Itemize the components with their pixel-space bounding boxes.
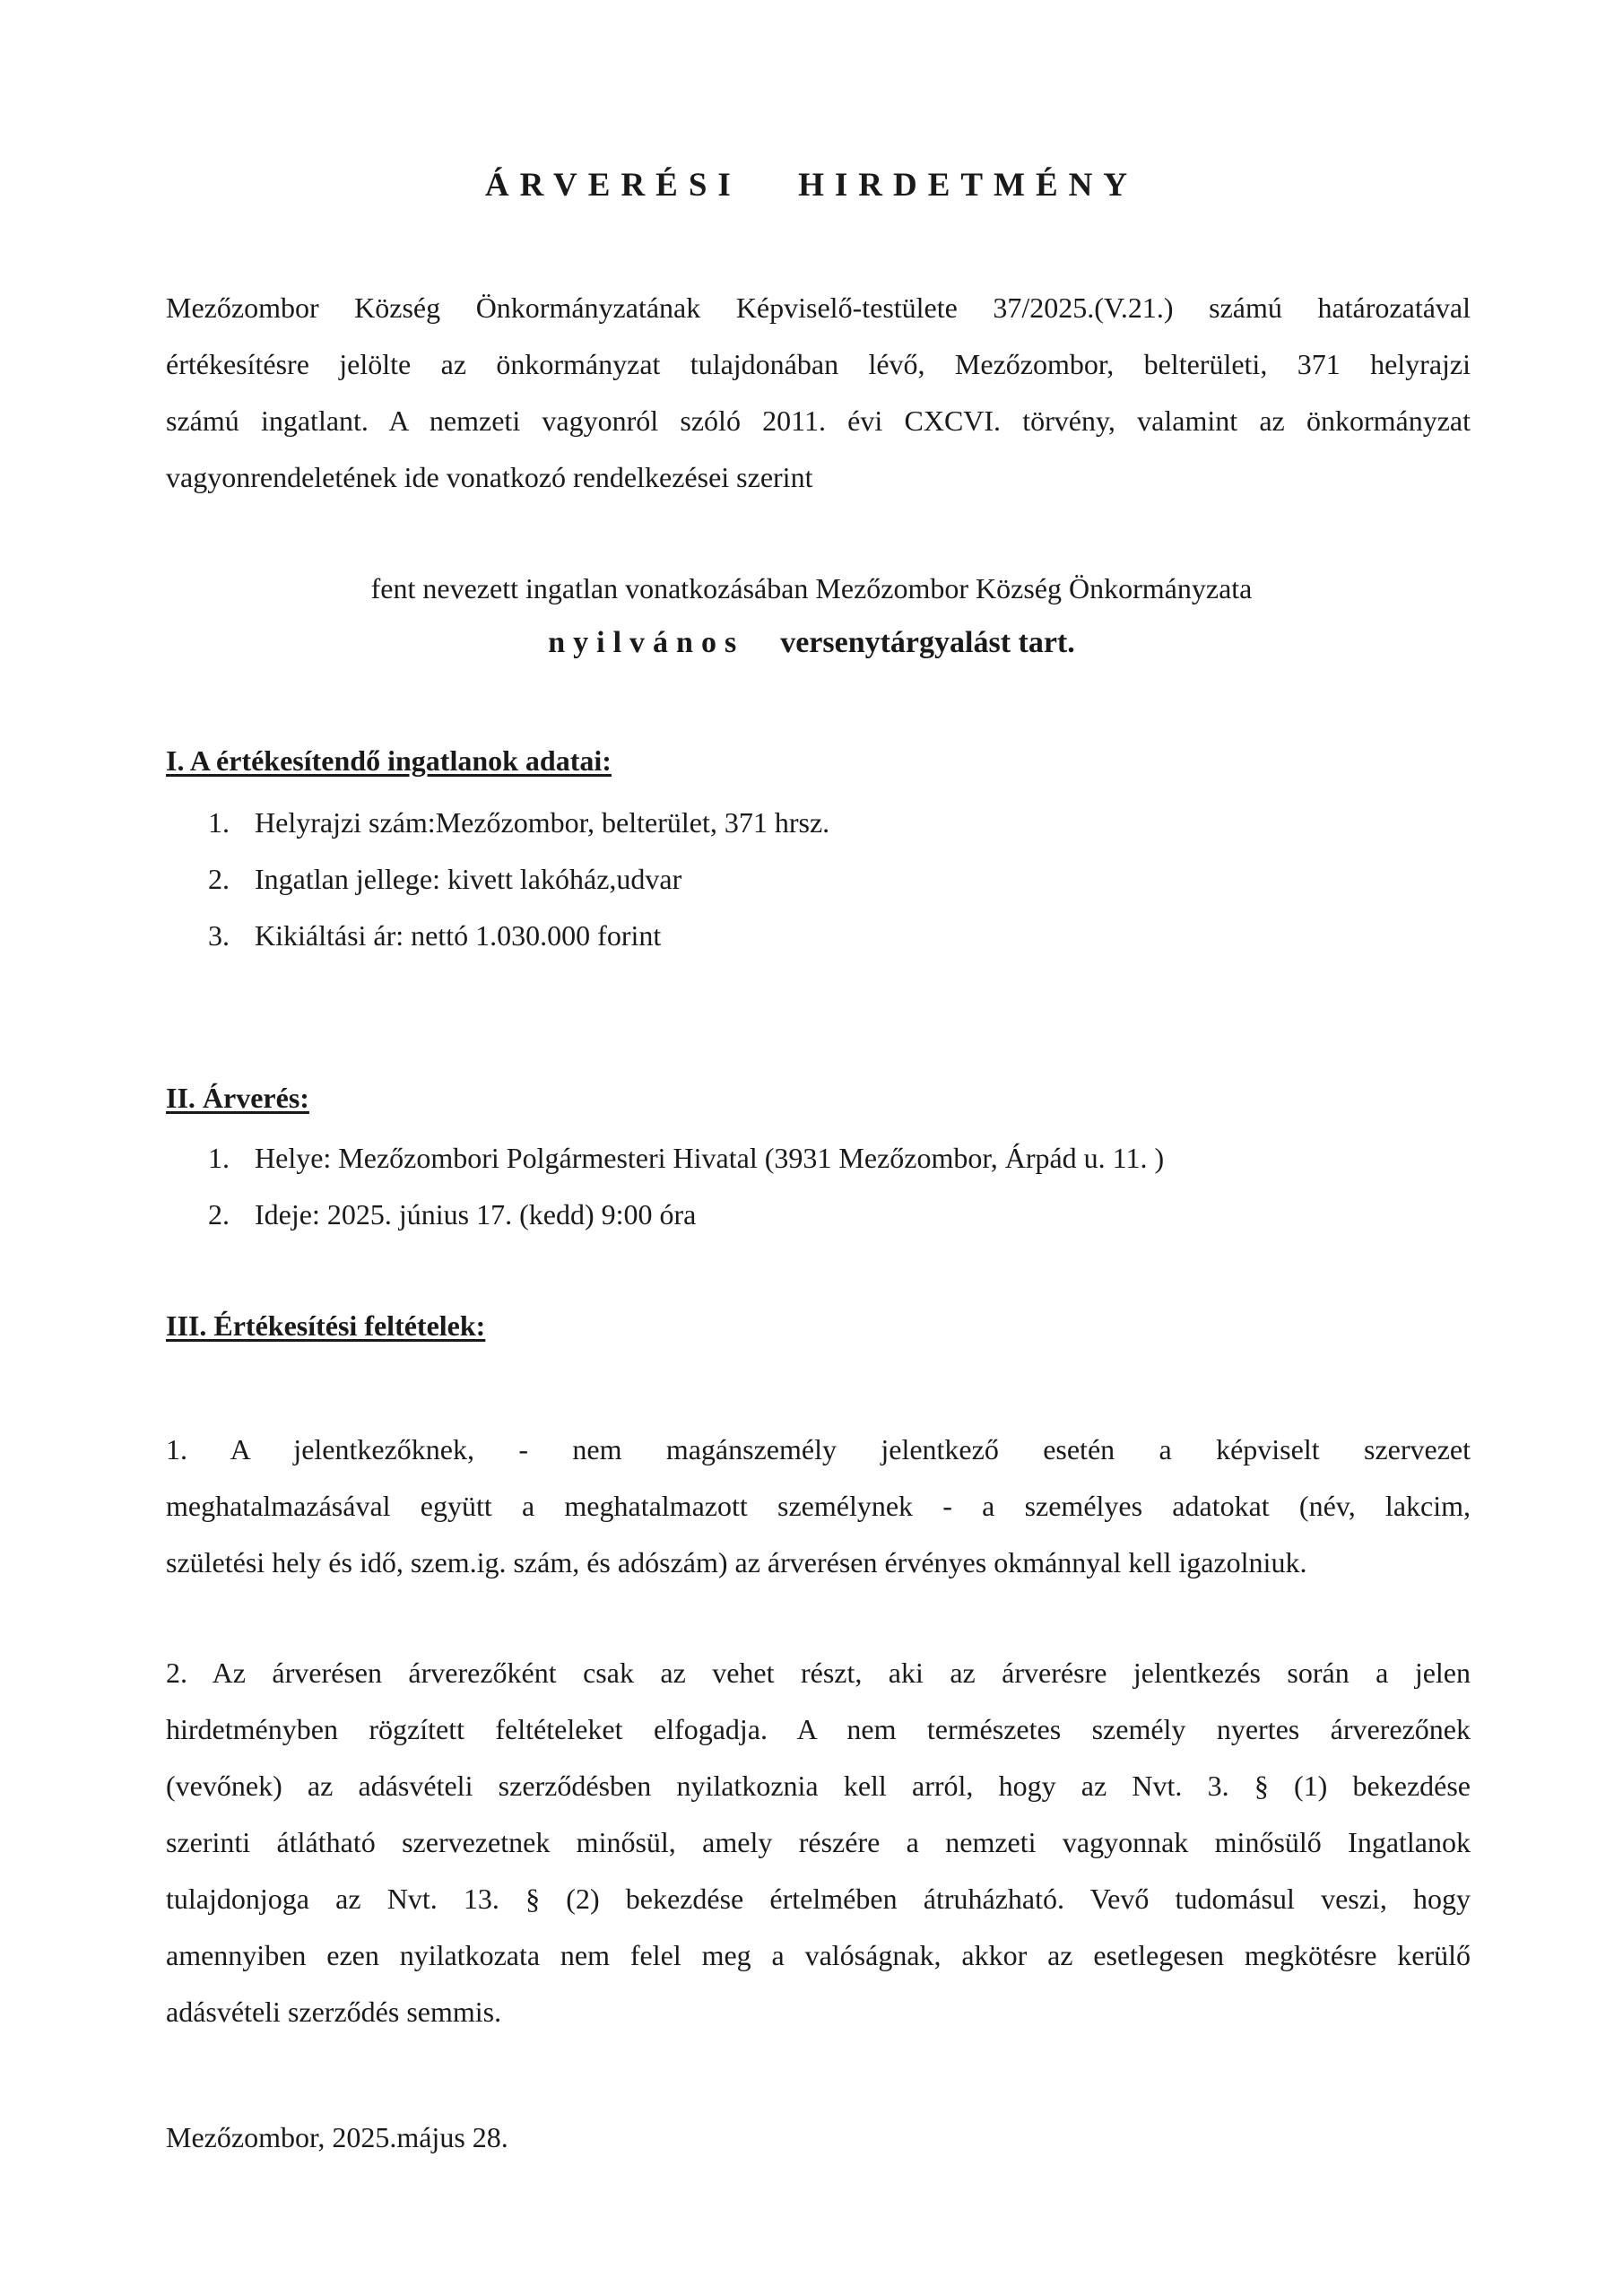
list-item-text: Ingatlan jellege: kivett lakóház,udvar xyxy=(255,863,682,895)
list-item xyxy=(208,1187,1164,1243)
list-item xyxy=(208,1130,1164,1187)
paragraph-line: születési hely és idő, szem.ig. szám, és adószám) az árverésen érvényes okmánnyal kell igazolniuk. xyxy=(166,1546,1307,1578)
section1-list xyxy=(208,795,829,964)
list-item xyxy=(208,851,829,908)
list-item-text: Helyrajzi szám:Mezőzombor, belterület, 371 hrsz. xyxy=(255,806,830,839)
place-date: Mezőzombor, 2025.május 28. xyxy=(166,2121,508,2153)
list-item-number: 1. xyxy=(208,806,230,839)
paragraph-line: szerinti átlátható szervezetnek minősül, amely részére a nemzeti vagyonnak minősülő Ingatlanok xyxy=(166,1826,1471,1858)
list-item-number: 1. xyxy=(208,1142,230,1174)
paragraph-line: meghatalmazásával együtt a meghatalmazott személynek - a személyes adatokat (név, lakcim, xyxy=(166,1490,1471,1522)
intro-line: Mezőzombor Község Önkormányzatának Képviselő-testülete 37/2025.(V.21.) számú határozatával xyxy=(166,291,1471,324)
announcement-line: fent nevezett ingatlan vonatkozásában Mezőzombor Község Önkormányzata xyxy=(370,572,1253,604)
announcement-spaced-word: nyilvános xyxy=(548,626,745,659)
intro-line: vagyonrendeletének ide vonatkozó rendelkezései szerint xyxy=(166,461,813,493)
list-item-text: Kikiáltási ár: nettó 1.030.000 forint xyxy=(255,919,662,952)
list-item-text: Helye: Mezőzombori Polgármesteri Hivatal (3931 Mezőzombor, Árpád u. 11. ) xyxy=(255,1142,1165,1174)
list-item-number: 2. xyxy=(208,1198,230,1231)
condition-paragraph-1 xyxy=(166,1422,1471,1591)
list-item-number: 3. xyxy=(208,919,230,952)
intro-paragraph xyxy=(166,280,1471,506)
intro-line: értékesítésre jelölte az önkormányzat tulajdonában lévő, Mezőzombor, belterületi, 371 helyrajzi xyxy=(166,348,1471,380)
document-title: ÁRVERÉSI HIRDETMÉNY xyxy=(484,167,1139,204)
announcement-rest: versenytárgyalást tart. xyxy=(780,626,1075,659)
section2-list xyxy=(208,1130,1164,1243)
paragraph-line: 1. A jelentkezőknek, - nem magánszemély jelentkező esetén a képviselt szervezet xyxy=(166,1433,1471,1465)
section3-heading: III. Értékesítési feltételek: xyxy=(166,1309,486,1342)
announcement-statement xyxy=(0,626,1623,660)
paragraph-line: tulajdonjoga az Nvt. 13. § (2) bekezdése értelmében átruházható. Vevő tudomásul veszi, hogy xyxy=(166,1883,1471,1915)
paragraph-line: hirdetményben rögzített feltételeket elfogadja. A nem természetes személy nyertes árverezőnek xyxy=(166,1713,1471,1745)
paragraph-line: adásvételi szerződés semmis. xyxy=(166,1996,502,2028)
paragraph-line: amennyiben ezen nyilatkozata nem felel meg a valóságnak, akkor az esetlegesen megkötésre kerülő xyxy=(166,1939,1471,1971)
intro-line: számú ingatlant. A nemzeti vagyonról szóló 2011. évi CXCVI. törvény, valamint az önkormányzat xyxy=(166,404,1471,437)
list-item xyxy=(208,908,829,964)
paragraph-line: (vevőnek) az adásvételi szerződésben nyilatkoznia kell arról, hogy az Nvt. 3. § (1) bekezdése xyxy=(166,1770,1471,1802)
condition-paragraph-2 xyxy=(166,1645,1471,2040)
list-item-number: 2. xyxy=(208,863,230,895)
section2-heading: II. Árverés: xyxy=(166,1082,309,1114)
section1-heading: I. A értékesítendő ingatlanok adatai: xyxy=(166,744,612,777)
list-item-text: Ideje: 2025. június 17. (kedd) 9:00 óra xyxy=(255,1198,697,1231)
list-item xyxy=(208,795,829,851)
paragraph-line: 2. Az árverésen árverezőként csak az vehet részt, aki az árverésre jelentkezés során a jelen xyxy=(166,1657,1471,1689)
